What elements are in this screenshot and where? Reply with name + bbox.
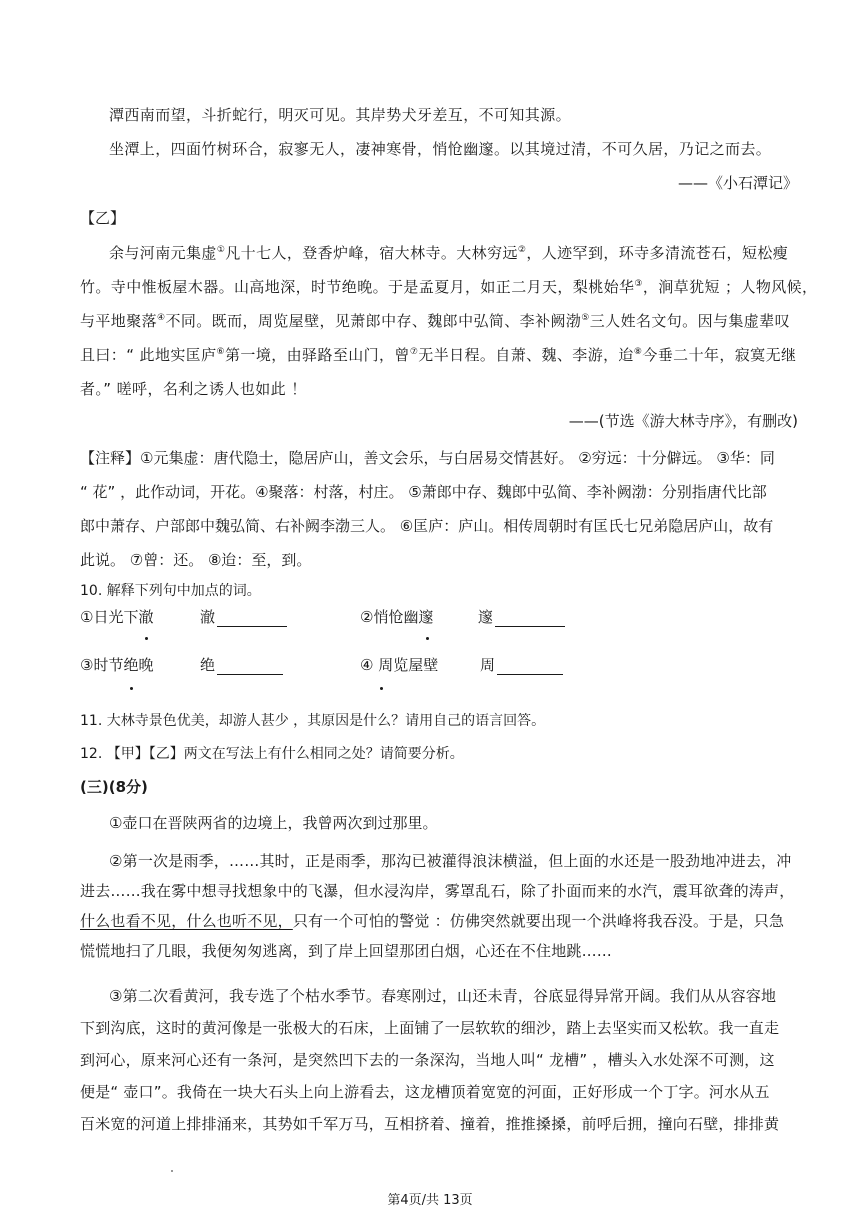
text: 余与河南元集虚 — [109, 244, 217, 262]
emphasis-dot — [145, 637, 148, 640]
q10-item-d-answer — [480, 655, 563, 675]
passage-paragraph-2-line-2: 进去……我在雾中想寻找想象中的飞瀑，但水浸沟岸，雾罩乱石，除了扑面而来的水汽，震耳欲聋的涛声， — [80, 882, 795, 900]
text: 只有一个可怕的警觉 ：仿佛突然就要出现一个洪峰将我吞没。于是，只急 — [292, 912, 785, 930]
q10-item-d-phrase: ④ 周览屋壁 — [360, 656, 439, 674]
text: ，人迹罕到，环寺多清流苍石，短松瘦 — [526, 244, 789, 262]
text: 且曰：“ 此地实匡庐 — [80, 346, 217, 364]
answer-blank[interactable] — [217, 610, 287, 627]
underlined-sentence: 什么也看不见，什么也听不见， — [80, 912, 293, 930]
text: 与平地聚落 — [80, 312, 158, 330]
text: 竹。寺中惟板屋木器。山高地深，时节绝晚。于是孟夏月，如正二月天，梨桃始华 — [80, 278, 635, 296]
section-3-heading: (三)(8分) — [80, 778, 148, 796]
text: ，涧草犹短 ；人物风候， — [642, 278, 818, 296]
passage-paragraph-3-line-2: 下到沟底，这时的黄河像是一张极大的石床，上面铺了一层软软的细沙，踏上去坚实而又松软。我一直走 — [80, 1019, 780, 1037]
jia-source: ——《小石潭记》 — [677, 174, 798, 192]
passage-paragraph-3-line-3: 到河心，原来河心还有一条河，是突然凹下去的一条深沟，当地人叫“ 龙槽” ，槽头入水处深不可测，这 — [80, 1051, 775, 1069]
yi-line-2 — [80, 277, 817, 297]
footnote-mark: ⑥ — [216, 347, 226, 357]
q10-item-c-phrase: ③时节绝晚 — [80, 656, 154, 674]
answer-blank[interactable] — [495, 610, 565, 627]
passage-paragraph-2-line-1: ②第一次是雨季，……其时，正是雨季，那沟已被灌得浪沫横溢，但上面的水还是一股劲地冲进去，冲 — [109, 852, 792, 870]
page-number: 第4页/共 13页 — [387, 1193, 473, 1208]
passage-paragraph-2-line-3 — [80, 911, 784, 931]
passage-paragraph-3-line-4: 便是“ 壶口”。我倚在一块大石头上向上游看去，这龙槽顶着宽宽的河面，正好形成一个丁字。河水从五 — [80, 1083, 770, 1101]
target-word: 周 — [480, 656, 496, 674]
footnote-mark: ② — [517, 245, 527, 255]
q10-item-a-answer — [200, 607, 287, 627]
notes-line-3: 郎中萧存、户部郎中魏弘简、右补阙李渤三人。 ⑥匡庐：庐山。相传周朝时有匡氏七兄弟隐居庐山，故有 — [80, 517, 774, 535]
question-11: 11. 大林寺景色优美，却游人甚少 ，其原因是什么？请用自己的语言回答。 — [80, 713, 546, 729]
footnote-mark: ⑤ — [581, 313, 590, 323]
target-word: 澈 — [200, 608, 216, 626]
text: 三人姓名文句。因与集虚辈叹 — [589, 312, 790, 330]
emphasis-dot — [426, 637, 429, 640]
notes-line-2: “ 花” ，此作动词，开花。④聚落：村落，村庄。 ⑤萧郎中存、魏郎中弘简、李补阙渤：分别指唐代比部 — [80, 483, 767, 501]
footnote-mark: ① — [216, 245, 226, 255]
emphasis-dot — [380, 687, 383, 690]
q10-item-c-answer — [200, 655, 283, 675]
answer-blank[interactable] — [217, 658, 283, 675]
yi-line-1 — [109, 243, 788, 263]
notes-line-1: 【注释】①元集虚：唐代隐士，隐居庐山，善文会乐，与白居易交情甚好。 ②穷远：十分僻远。 ③华：同 — [80, 449, 775, 467]
text: 今垂二十年，寂寞无继 — [642, 346, 797, 364]
yi-line-3 — [80, 311, 790, 331]
passage-paragraph-2-line-4: 慌慌地扫了几眼，我便匆匆逃离，到了岸上回望那团白烟，心还在不住地跳…… — [80, 942, 613, 960]
yi-line-4 — [80, 345, 796, 365]
footnote-mark: ④ — [157, 313, 166, 323]
emphasis-dot — [130, 687, 133, 690]
scan-speck — [171, 1170, 173, 1172]
passage-paragraph-1: ①壶口在晋陕两省的边境上，我曾两次到过那里。 — [109, 814, 438, 832]
footnote-mark: ⑧ — [633, 347, 643, 357]
text: 不同。既而，周览屋壁，见萧郎中存、魏郎中弘简、李补阙渤 — [165, 312, 582, 330]
jia-paragraph-1: 潭西南而望，斗折蛇行，明灭可见。其岸势犬牙差互，不可知其源。 — [109, 106, 572, 124]
footnote-mark: ③ — [634, 279, 643, 289]
answer-blank[interactable] — [497, 658, 563, 675]
notes-line-4: 此说。 ⑦曾：还。 ⑧迨：至，到。 — [80, 551, 312, 569]
yi-source: ——(节选《游大林寺序》，有删改) — [568, 412, 798, 430]
yi-label: 【乙】 — [80, 209, 126, 227]
yi-line-5: 者。” 嗟呼，名利之诱人也如此 ！ — [80, 380, 307, 398]
footnote-mark: ⑦ — [409, 347, 419, 357]
q10-item-b-answer — [478, 607, 565, 627]
target-word: 绝 — [200, 656, 216, 674]
passage-paragraph-3-line-1: ③第二次看黄河，我专选了个枯水季节。春寒刚过，山还未青，谷底显得异常开阔。我们从从容容地 — [109, 987, 777, 1005]
target-word: 邃 — [478, 608, 494, 626]
text: 第一境，由驿路至山门，曾 — [225, 346, 410, 364]
text: 凡十七人，登香炉峰，宿大林寺。大林穷远 — [225, 244, 518, 262]
jia-paragraph-2: 坐潭上，四面竹树环合，寂寥无人，凄神寒骨，悄怆幽邃。以其境过清，不可久居，乃记之而去。 — [109, 140, 772, 158]
question-12: 12. 【甲】【乙】两文在写法上有什么相同之处？请简要分析。 — [80, 746, 464, 762]
text: 无半日程。自萧、魏、李游，迨 — [418, 346, 634, 364]
q10-item-a-phrase: ①日光下澈 — [80, 608, 154, 626]
q10-item-b-phrase: ②悄怆幽邃 — [360, 608, 434, 626]
question-10-stem: 10. 解释下列句中加点的词。 — [80, 583, 261, 599]
passage-paragraph-3-line-5: 百米宽的河道上排排涌来，其势如千军万马，互相挤着、撞着，推推搡搡，前呼后拥，撞向石壁，排排黄 — [80, 1115, 780, 1133]
